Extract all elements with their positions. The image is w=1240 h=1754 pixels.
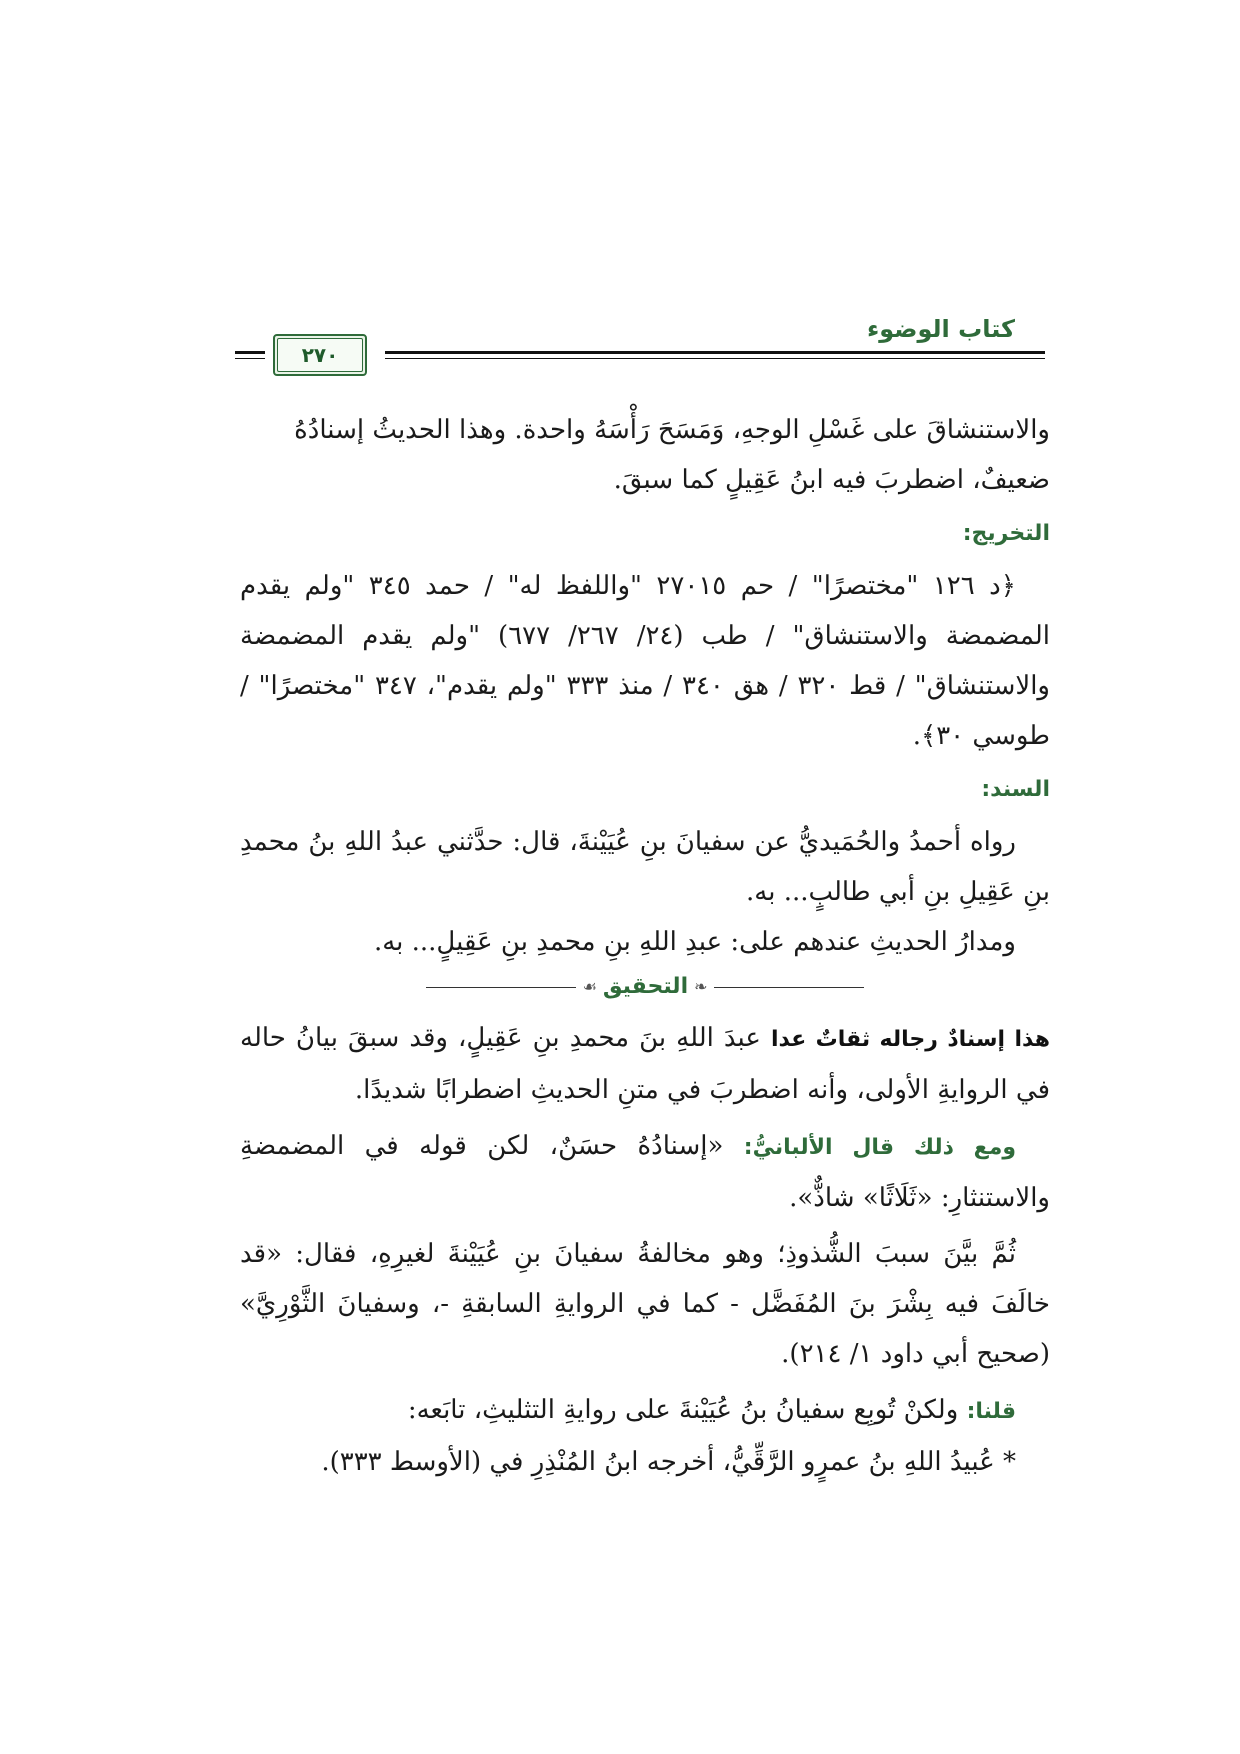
sanad-paragraph: رواه أحمدُ والحُمَيديُّ عن سفيانَ بنِ عُيَيْنةَ، قال: حدَّثني عبدُ اللهِ بنُ محمدِ بنِ عَقِيلِ بنِ أبي طالبٍ... به. xyxy=(240,827,1050,907)
albani-bold: ومع ذلك قال الألبانيُّ: xyxy=(743,1135,1016,1160)
book-title: كتاب الوضوء xyxy=(866,315,1015,343)
section-heading-takhrij: التخريج: xyxy=(962,521,1050,546)
qulna-text: ولكنْ تُوبِع سفيانُ بنُ عُيَيْنةَ على روايةِ التثليثِ، تابَعه: xyxy=(407,1395,959,1425)
header-rule-short-thin xyxy=(235,358,265,359)
header-rule xyxy=(385,351,1045,354)
header-rule-thin xyxy=(385,358,1045,359)
bullet-item: * عُبيدُ اللهِ بنُ عمرٍو الرَّقِّيُّ، أخرجه ابنُ المُنْذِرِ في (الأوسط ٣٣٣). xyxy=(321,1447,1016,1477)
page-body xyxy=(240,405,1050,1487)
page-number: ٢٧٠ xyxy=(277,338,363,372)
paragraph-line: ضعيفٌ، اضطربَ فيه ابنُ عَقِيلٍ كما سبقَ. xyxy=(613,465,1050,495)
qulna-bold: قلنا: xyxy=(966,1399,1016,1424)
tahqiq-text: عبدَ اللهِ بنَ محمدِ بنِ عَقِيلٍ، وقد سبقَ بيانُ حاله في الروايةِ الأولى، وأنه اضطربَ في متنِ الحديثِ اضطرابًا شديدًا. xyxy=(240,1023,1050,1105)
header-rule-short xyxy=(235,351,265,354)
divider-line xyxy=(714,987,864,988)
takhrij-paragraph: ﴿د ١٢٦ "مختصرًا" / حم ٢٧٠١٥ "واللفظ له" / حمد ٣٤٥ "ولم يقدم المضمضة والاستنشاق" / طب (٢٤/ ٢٦٧/ ٦٧٧) "ولم يقدم المضمضة والاستنشاق" / قط ٣٢٠ / هق ٣٤٠ / منذ ٣٣٣ "ولم يقدم"، ٣٤٧ "مختصرًا" / طوسي ٣٠﴾. xyxy=(240,571,1050,751)
tahqiq-bold: هذا إسنادٌ رجاله ثقاتٌ عدا xyxy=(770,1027,1050,1052)
divider-line xyxy=(426,987,576,988)
ornament-icon: ☙ xyxy=(582,977,597,996)
albani-paragraph xyxy=(240,1121,1050,1223)
tahqiq-heading: التحقيق xyxy=(602,974,689,999)
shudhudh-paragraph: ثُمَّ بيَّنَ سببَ الشُّذوذِ؛ وهو مخالفةُ سفيانَ بنِ عُيَيْنةَ لغيرِهِ، فقال: «قد خالَفَ فيه بِشْرَ بنَ المُفَضَّل - كما في الروايةِ السابقةِ -، وسفيانَ الثَّوْرِيَّ» (صحيح أبي داود ١/ ٢١٤). xyxy=(240,1239,1050,1369)
paragraph-line: والاستنشاقَ على غَسْلِ الوجهِ، وَمَسَحَ رَأْسَهُ واحدة. وهذا الحديثُ إسنادُهُ xyxy=(294,415,1050,445)
albani-text: «إسنادُهُ حسَنٌ، لكن قوله في المضمضةِ والاستنثارِ: «ثَلَاثًا» شاذٌّ». xyxy=(240,1131,1050,1213)
qulna-paragraph xyxy=(240,1385,1050,1437)
ornament-icon: ❧ xyxy=(694,977,708,996)
tahqiq-paragraph xyxy=(240,1013,1050,1115)
madar-paragraph: ومدارُ الحديثِ عندهم على: عبدِ اللهِ بنِ محمدِ بنِ عَقِيلٍ... به. xyxy=(373,927,1016,957)
page-header xyxy=(235,315,1045,395)
section-divider-tahqiq xyxy=(240,967,1050,1007)
page-number-badge xyxy=(273,334,367,376)
section-heading-sanad: السند: xyxy=(981,777,1050,802)
